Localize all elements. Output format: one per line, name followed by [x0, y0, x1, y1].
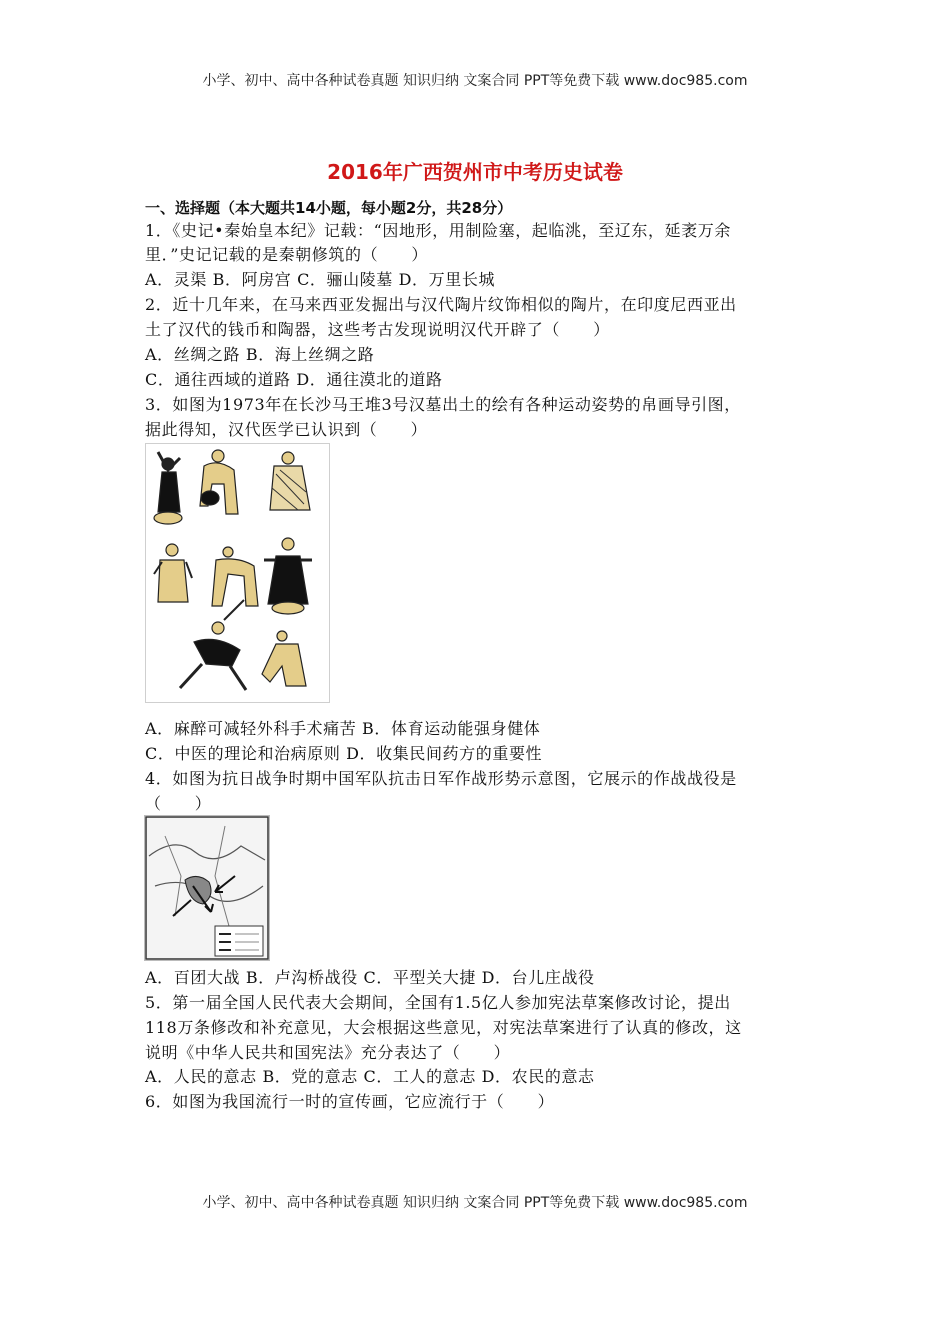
q2-options-ab: A．丝绸之路 B．海上丝绸之路	[145, 345, 375, 364]
figure-4	[154, 544, 192, 602]
section-heading: 一、选择题（本大题共14小题，每小题2分，共28分）	[145, 199, 513, 217]
page-header: 小学、初中、高中各种试卷真题 知识归纳 文案合同 PPT等免费下载 www.doc985.com	[202, 73, 748, 89]
exam-title: 2016年广西贺州市中考历史试卷	[327, 160, 623, 184]
q1-options: A．灵渠 B．阿房宫 C．骊山陵墓 D．万里长城	[145, 270, 496, 289]
page-footer: 小学、初中、高中各种试卷真题 知识归纳 文案合同 PPT等免费下载 www.doc985.com	[202, 1195, 748, 1211]
figure-7	[180, 600, 246, 690]
q5-stem-line1: 5．第一届全国人民代表大会期间，全国有1.5亿人参加宪法草案修改讨论，提出	[145, 993, 731, 1012]
q5-stem-line2: 118万条修改和补充意见，大会根据这些意见，对宪法草案进行了认真的修改，这	[145, 1018, 742, 1037]
q3-stem-line1: 3．如图为1973年在长沙马王堆3号汉墓出土的绘有各种运动姿势的帛画导引图，	[145, 395, 741, 414]
q3-options-cd: C．中医的理论和治病原则 D．收集民间药方的重要性	[145, 744, 543, 763]
figure-1	[154, 452, 182, 524]
q4-options: A．百团大战 B．卢沟桥战役 C．平型关大捷 D．台儿庄战役	[145, 968, 595, 987]
figure-8	[262, 631, 306, 686]
daoyin-exercise-figure	[145, 443, 330, 703]
exercise-drawing	[146, 444, 329, 702]
q4-stem-line1: 4．如图为抗日战争时期中国军队抗击日军作战形势示意图，它展示的作战战役是	[145, 769, 737, 788]
figure-6	[264, 538, 312, 614]
figure-5	[212, 547, 258, 606]
battle-map-figure	[144, 815, 270, 961]
q3-options-ab: A．麻醉可减轻外科手术痛苦 B．体育运动能强身健体	[145, 719, 541, 738]
q2-stem-line1: 2．近十几年来，在马来西亚发掘出与汉代陶片纹饰相似的陶片，在印度尼西亚出	[145, 295, 737, 314]
battle-map-drawing	[145, 816, 269, 960]
q1-stem-line2: 里．”史记记载的是秦朝修筑的（ ）	[145, 245, 428, 264]
q6-stem: 6．如图为我国流行一时的宣传画，它应流行于（ ）	[145, 1092, 555, 1111]
figure-3	[270, 452, 310, 510]
q5-options: A．人民的意志 B．党的意志 C．工人的意志 D．农民的意志	[145, 1067, 595, 1086]
q2-options-cd: C．通往西域的道路 D．通往漠北的道路	[145, 370, 443, 389]
q2-stem-line2: 土了汉代的钱币和陶器，这些考古发现说明汉代开辟了（ ）	[145, 320, 610, 339]
q1-stem-line1: 1．《史记•秦始皇本纪》记载：“因地形，用制险塞，起临洮，至辽东，延袤万余	[145, 221, 731, 240]
q5-stem-line3: 说明《中华人民共和国宪法》充分表达了（ ）	[145, 1043, 511, 1062]
q3-stem-line2: 据此得知，汉代医学已认识到（ ）	[145, 420, 428, 439]
q4-stem-line2: （ ）	[145, 794, 212, 813]
figure-2	[200, 450, 238, 514]
